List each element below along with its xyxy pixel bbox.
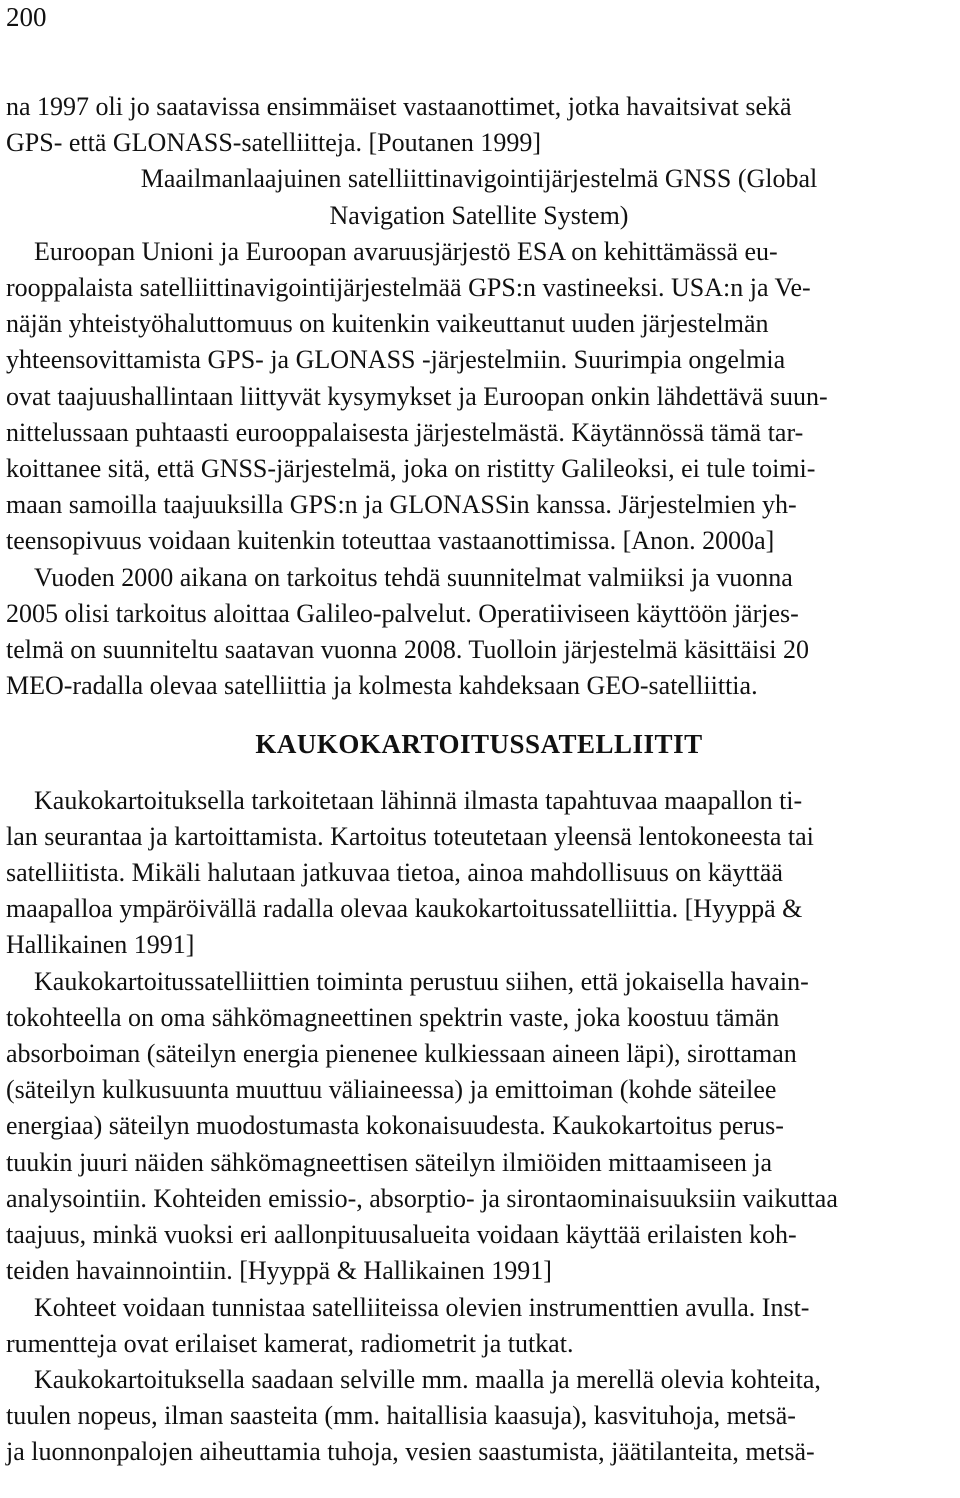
paragraph-instruments [6,1290,952,1362]
subheading-line: Maailmanlaajuinen satelliittinavigointijärjestelmä GNSS (Global [140,164,818,194]
page-body [6,89,952,1471]
text-line: nittelussaan puhtaasti eurooppalaisesta järjestelmästä. Käytännössä tämä tar- [6,417,804,447]
text-line: maapalloa ympäröivällä radalla olevaa kaukokartoitussatelliittia. [Hyyppä & [6,894,803,924]
page-number: 200 [6,2,47,32]
text-line: yhteensovittamista GPS- ja GLONASS -järjestelmiin. Suurimpia ongelmia [6,345,786,375]
text-line: Kaukokartoituksella saadaan selville mm. maalla ja merellä olevia kohteita, [34,1364,821,1394]
text-line: Hallikainen 1991] [6,930,195,960]
paragraph-esa-galileo [6,234,952,560]
text-line: GPS- että GLONASS-satelliitteja. [Poutanen 1999] [6,128,542,158]
text-line: absorboiman (säteilyn energia pienenee kulkiessaan aineen läpi), sirottaman [6,1039,797,1069]
text-line: Kaukokartoituksella tarkoitetaan lähinnä ilmasta tapahtuvaa maapallon ti- [34,785,803,815]
section-heading: KAUKOKARTOITUSSATELLIITIT [255,729,703,760]
text-line: 2005 olisi tarkoitus aloittaa Galileo-palvelut. Operatiiviseen käyttöön järjes- [6,598,799,628]
subheading-gnss [6,161,952,233]
text-line: maan samoilla taajuuksilla GPS:n ja GLONASSin kanssa. Järjestelmien yh- [6,490,797,520]
text-line: tuulen nopeus, ilman saasteita (mm. haitallisia kaasuja), kasvituhoja, metsä- [6,1401,796,1431]
text-line: Kaukokartoitussatelliittien toiminta perustuu siihen, että jokaisella havain- [34,966,809,996]
text-line: rooppalaista satelliittinavigointijärjestelmää GPS:n vastineeksi. USA:n ja Ve- [6,273,811,303]
paragraph-applications [6,1362,952,1471]
paragraph-glonass-receivers [6,89,952,161]
text-line: MEO-radalla olevaa satelliittia ja kolmesta kahdeksaan GEO-satelliittia. [6,671,758,701]
text-line: satelliitista. Mikäli halutaan jatkuvaa tietoa, ainoa mahdollisuus on käyttää [6,858,783,888]
text-line: lan seurantaa ja kartoittamista. Kartoitus toteutetaan yleensä lentokoneesta tai [6,821,814,851]
text-line: tokohteella on oma sähkömagneettinen spektrin vaste, joka koostuu tämän [6,1002,780,1032]
text-line: näjän yhteistyöhaluttomuus on kuitenkin vaikeuttanut uuden järjestelmän [6,309,769,339]
text-line: teensopivuus voidaan kuitenkin toteuttaa vastaanottimissa. [Anon. 2000a] [6,526,775,556]
text-line: ovat taajuushallintaan liittyvät kysymykset ja Euroopan onkin lähdettävä suun- [6,381,828,411]
text-line: tuukin juuri näiden sähkömagneettisen säteilyn ilmiöiden mittaamiseen ja [6,1147,773,1177]
text-line: taajuus, minkä vuoksi eri aallonpituusalueita voidaan käyttää erilaisten koh- [6,1220,797,1250]
text-line: ja luonnonpalojen aiheuttamia tuhoja, vesien saastumista, jäätilanteita, metsä- [6,1437,815,1467]
text-line: (säteilyn kulkusuunta muuttuu väliaineessa) ja emittoiman (kohde säteilee [6,1075,777,1105]
text-line: Kohteet voidaan tunnistaa satelliiteissa olevien instrumenttien avulla. Inst- [34,1292,810,1322]
text-line: na 1997 oli jo saatavissa ensimmäiset vastaanottimet, jotka havaitsivat sekä [6,92,792,121]
text-line: telmä on suunniteltu saatavan vuonna 2008. Tuolloin järjestelmä käsittäisi 20 [6,635,810,665]
paragraph-spectral-response [6,964,952,1290]
text-line: energiaa) säteilyn muodostumasta kokonaisuudesta. Kaukokartoitus perus- [6,1111,784,1141]
text-line: Euroopan Unioni ja Euroopan avaruusjärjestö ESA on kehittämässä eu- [34,236,778,266]
paragraph-remote-sensing-intro [6,783,952,964]
text-line: Vuoden 2000 aikana on tarkoitus tehdä suunnitelmat valmiiksi ja vuonna [34,562,793,592]
text-line: rumentteja ovat erilaiset kamerat, radiometrit ja tutkat. [6,1328,574,1358]
text-line: koittanee sitä, että GNSS-järjestelmä, joka on ristitty Galileoksi, ei tule toimi- [6,454,816,484]
text-line: teiden havainnointiin. [Hyyppä & Hallikainen 1991] [6,1256,552,1286]
text-line: analysointiin. Kohteiden emissio-, absorptio- ja sirontaominaisuuksiin vaikuttaa [6,1183,838,1213]
subheading-line: Navigation Satellite System) [329,200,629,230]
paragraph-galileo-schedule [6,560,952,705]
